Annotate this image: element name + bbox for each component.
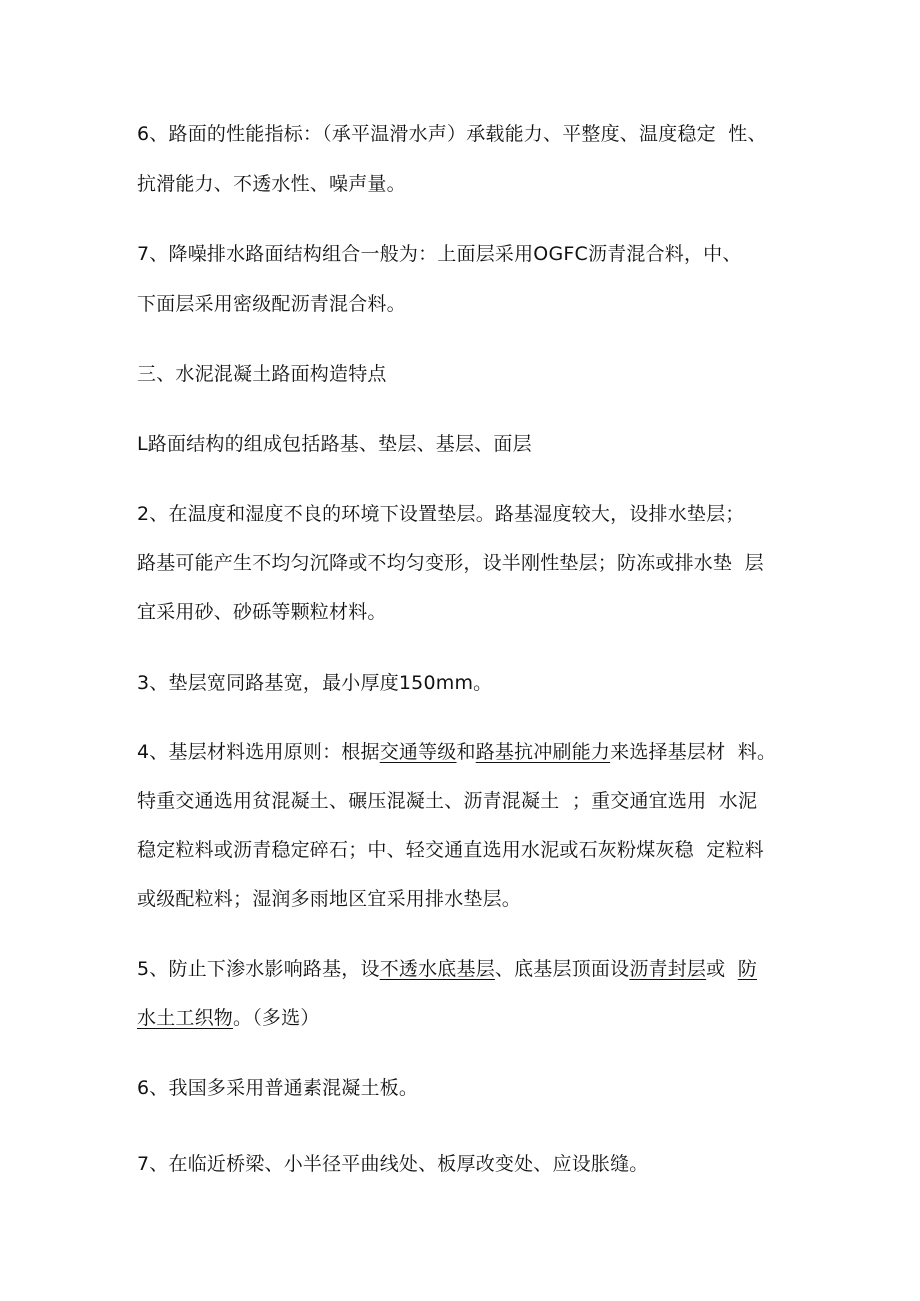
item-7: 7、在临近桥梁、小半径平曲线处、板厚改变处、应设胀缝。 <box>137 1153 649 1175</box>
item-5-text-a: 5、防止下渗水影响路基，设 <box>137 958 380 980</box>
item-5-text-c: 或 <box>706 958 738 980</box>
item-5-underline-asphalt-seal: 沥青封层 <box>629 958 707 980</box>
item-3: 3、垫层宽同路基宽，最小厚度150mm。 <box>137 672 493 694</box>
item-5-text-b: 、底基层顶面设 <box>494 958 630 980</box>
item-4-line-1 <box>137 740 776 764</box>
item-5-underline-geotextile: 水土工织物 <box>137 1007 234 1029</box>
item-4-line-3: 稳定粒料或沥青稳定碎石；中、轻交通直选用水泥或石灰粉煤灰稳 定粒料 <box>137 839 764 861</box>
paragraph-7-line-1: 7、降噪排水路面结构组合一般为：上面层采用OGFC沥青混合料，中、 <box>137 243 742 265</box>
item-6: 6、我国多采用普通素混凝土板。 <box>137 1077 419 1099</box>
item-4-underline-erosion-resistance: 路基抗冲刷能力 <box>475 741 611 763</box>
item-5-text-multi: 。（多选） <box>233 1007 320 1029</box>
paragraph-7-line-2: 下面层采用密级配沥青混合料。 <box>137 293 406 315</box>
item-1: L路面结构的组成包括路基、垫层、基层、面层 <box>137 433 532 455</box>
section-3-heading: 三、水泥混凝土路面构造特点 <box>137 363 387 385</box>
item-2-line-3: 宜采用砂、砂砾等颗粒材料。 <box>137 601 387 623</box>
item-4-text-a: 4、基层材料选用原则：根据 <box>137 741 380 763</box>
item-4-line-4: 或级配粒料；湿润多雨地区宜采用排水垫层。 <box>137 888 522 910</box>
item-4-text-c: 来选择基层材 料。 <box>610 741 777 763</box>
item-2-line-1: 2、在温度和湿度不良的环境下设置垫层。路基湿度较大，设排水垫层； <box>137 503 745 525</box>
item-4-line-2: 特重交通选用贫混凝土、碾压混凝土、沥青混凝土 ；重交通宜选用 水泥 <box>137 790 758 812</box>
item-4-underline-traffic-level: 交通等级 <box>379 741 457 763</box>
item-5-underline-fang: 防 <box>737 958 758 980</box>
paragraph-6-line-2: 抗滑能力、不透水性、噪声量。 <box>137 173 406 195</box>
item-5-line-1 <box>137 957 757 981</box>
paragraph-6-line-1: 6、路面的性能指标：（承平温滑水声）承载能力、平整度、温度稳定 性、 <box>137 123 767 145</box>
item-2-line-2: 路基可能产生不均匀沉降或不均匀变形，设半刚性垫层；防冻或排水垫 层 <box>137 552 764 574</box>
item-5-underline-impermeable-subbase: 不透水底基层 <box>379 958 495 980</box>
item-4-text-b: 和 <box>456 741 476 763</box>
item-5-line-2 <box>137 1006 320 1030</box>
